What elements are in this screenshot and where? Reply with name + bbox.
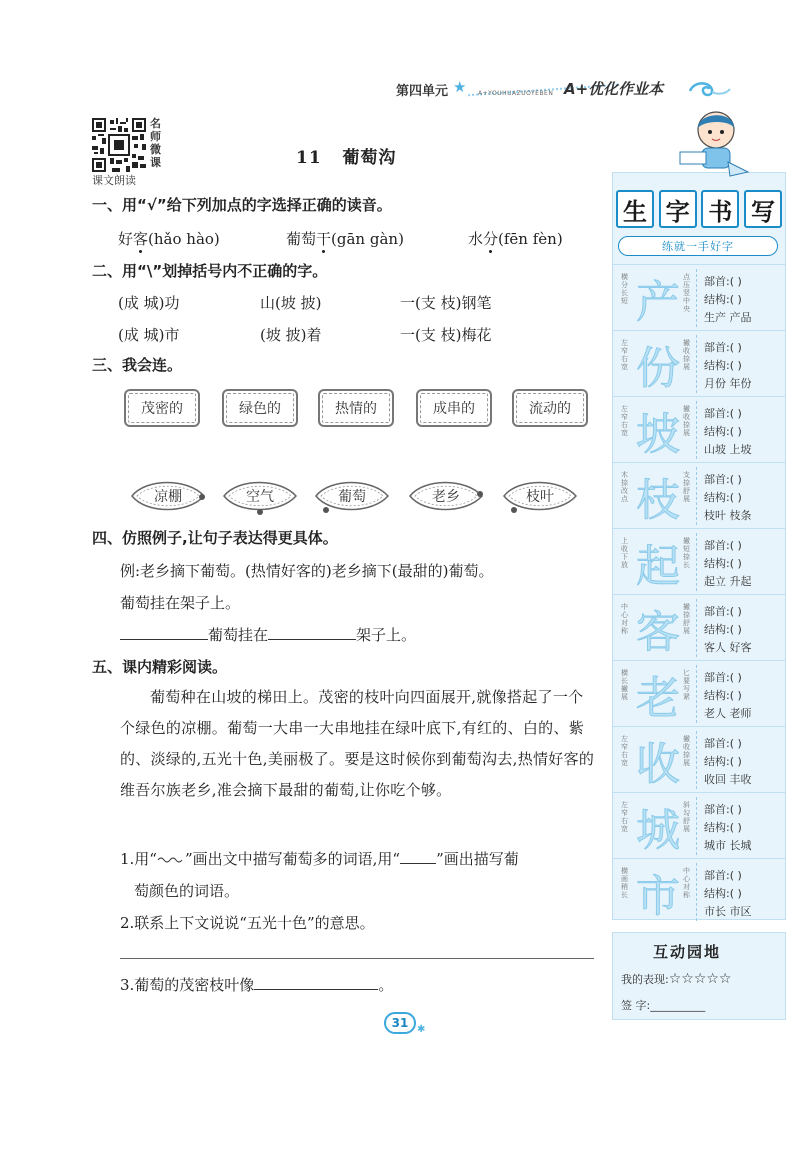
qr-side-char: 微	[150, 143, 161, 156]
practice-char: 客	[636, 607, 680, 658]
structure-field[interactable]: 结构:( )	[704, 821, 742, 834]
rewrite-text: 架子上。	[356, 626, 417, 644]
page-number: 31	[384, 1012, 416, 1034]
example-words: 起立 升起	[704, 575, 752, 588]
pinyin-item-3	[468, 228, 563, 249]
leaf-word: 老乡	[432, 489, 460, 505]
example-words: 月份 年份	[704, 377, 752, 390]
stroke-tip-left: 左 窄 右 宽	[621, 735, 628, 767]
cross-item[interactable]: 山(坡 披)	[260, 294, 322, 312]
row-divider	[696, 731, 697, 789]
practice-char: 起	[636, 541, 680, 592]
pinyin-choices[interactable]: (fēn fèn)	[498, 230, 563, 248]
answer-blank[interactable]	[120, 624, 208, 640]
row-divider	[696, 533, 697, 591]
match-phrase-box[interactable]: 成串的	[416, 389, 492, 427]
example-words: 城市 长城	[704, 839, 752, 852]
stroke-tip-right: 撇 收 捺 展	[683, 405, 690, 437]
stroke-tip-right: 撇 收 捺 展	[683, 735, 690, 767]
stroke-tip-right: 撇 收 捺 展	[683, 339, 690, 371]
performance-label: 我的表现:	[621, 973, 669, 986]
radical-field[interactable]: 部首:( )	[704, 803, 742, 816]
section1-heading: 一、用“√”给下列加点的字选择正确的读音。	[92, 196, 392, 214]
leaf-word: 葡萄	[338, 489, 366, 505]
star-rating[interactable]: ☆☆☆☆☆	[668, 971, 732, 987]
example-words: 山坡 上坡	[704, 443, 752, 456]
match-leaf-word[interactable]	[406, 476, 486, 516]
signature-label: 签 字:	[621, 999, 651, 1012]
rewrite-text: 葡萄挂在	[208, 626, 269, 644]
cross-item[interactable]: (成 城)功	[118, 294, 180, 312]
cross-item[interactable]: (坡 披)着	[260, 326, 322, 344]
match-leaf-word[interactable]	[500, 476, 580, 516]
row-divider	[696, 599, 697, 657]
match-phrase-box[interactable]: 流动的	[512, 389, 588, 427]
char-row	[612, 660, 786, 726]
panel-title-char: 生	[616, 190, 654, 228]
example-words: 老人 老师	[704, 707, 752, 720]
stroke-tip-right: 中 心 对 称	[683, 867, 690, 899]
section2-heading: 二、用“\”划掉括号内不正确的字。	[92, 262, 328, 280]
pinyin-choices[interactable]: (gān gàn)	[331, 230, 404, 248]
question-text: ”画出文中描写葡萄多的词语,用“	[184, 850, 401, 868]
structure-field[interactable]: 结构:( )	[704, 491, 742, 504]
signature-row	[621, 997, 705, 1013]
stroke-tip-left: 左 窄 右 宽	[621, 339, 628, 371]
page-header	[0, 78, 800, 104]
row-divider	[696, 467, 697, 525]
answer-blank[interactable]	[268, 624, 356, 640]
char-row	[612, 462, 786, 528]
radical-field[interactable]: 部首:( )	[704, 671, 742, 684]
pinyin-item-1	[118, 228, 220, 249]
panel-title-char: 写	[744, 190, 782, 228]
wavy-line-icon	[157, 854, 185, 864]
row-divider	[696, 665, 697, 723]
panel-title	[616, 190, 782, 238]
answer-blank[interactable]	[254, 974, 378, 990]
structure-field[interactable]: 结构:( )	[704, 557, 742, 570]
section3-heading: 三、我会连。	[92, 356, 183, 374]
row-divider	[696, 401, 697, 459]
stroke-tip-right: 斜 勾 舒 展	[683, 801, 690, 833]
cross-item[interactable]: 一(支 枝)梅花	[400, 326, 492, 344]
unit-label: 第四单元	[396, 84, 449, 99]
char-row	[612, 528, 786, 594]
stroke-tip-right: 匕 要 写 紧	[683, 669, 690, 701]
stroke-tip-right: 点 压 竖 中 央	[683, 273, 690, 313]
qr-side-label	[150, 117, 164, 169]
practice-char: 老	[636, 673, 680, 724]
example-words: 枝叶 枝条	[704, 509, 752, 522]
performance-row	[621, 971, 731, 987]
question-1-cont: 萄颜色的词语。	[134, 882, 240, 900]
char-row	[612, 264, 786, 330]
practice-char: 产	[636, 277, 680, 328]
stroke-tip-right: 支 捺 舒 展	[683, 471, 690, 503]
structure-field[interactable]: 结构:( )	[704, 887, 742, 900]
section5-heading: 五、课内精彩阅读。	[92, 658, 228, 676]
question-text: 1.用“	[120, 850, 157, 868]
char-row	[612, 858, 786, 924]
example-sentence: 例:老乡摘下葡萄。(热情好客的)老乡摘下(最甜的)葡萄。	[120, 562, 494, 580]
match-leaf-word[interactable]	[128, 476, 208, 516]
example-words: 客人 好客	[704, 641, 752, 654]
dotted-char: 干	[316, 230, 332, 248]
example-words: 生产 产品	[704, 311, 752, 324]
star-icon: ✱	[417, 1024, 426, 1035]
pinyin-item-2	[286, 228, 404, 249]
practice-char: 收	[636, 739, 680, 790]
panel-title-char: 字	[659, 190, 697, 228]
stroke-tip-right: 撇 短 捺 长	[683, 537, 690, 569]
radical-field[interactable]: 部首:( )	[704, 473, 742, 486]
base-sentence: 葡萄挂在架子上。	[120, 594, 241, 612]
stroke-tip-left: 横 画 稍 长	[621, 867, 628, 899]
row-divider	[696, 797, 697, 855]
practice-char: 市	[636, 871, 680, 922]
answer-line[interactable]	[120, 958, 594, 959]
row-divider	[696, 863, 697, 921]
panel-title-char: 书	[701, 190, 739, 228]
stroke-tip-left: 左 窄 右 宽	[621, 801, 628, 833]
section4-heading: 四、仿照例子,让句子表达得更具体。	[92, 529, 338, 547]
leaf-word: 空气	[246, 489, 274, 505]
radical-field[interactable]: 部首:( )	[704, 869, 742, 882]
lesson-name: 葡萄沟	[342, 148, 397, 168]
leaf-word: 凉棚	[154, 489, 182, 505]
example-words: 收回 丰收	[704, 773, 752, 786]
brand-pinyin: A+YOUHUAZUOYEBEN	[478, 90, 554, 97]
structure-field[interactable]: 结构:( )	[704, 623, 742, 636]
item-text: 葡萄	[286, 230, 317, 248]
radical-field[interactable]: 部首:( )	[704, 539, 742, 552]
signature-field[interactable]: __________	[650, 999, 706, 1012]
match-phrase-box[interactable]: 茂密的	[124, 389, 200, 427]
brand-title: A+优化作业本	[564, 80, 664, 98]
char-row	[612, 792, 786, 858]
stroke-tip-right: 撇 捺 舒 展	[683, 603, 690, 635]
stroke-tip-left: 中 心 对 称	[621, 603, 628, 635]
qr-caption: 课文朗读	[92, 174, 136, 187]
swirl-icon	[686, 79, 732, 101]
match-phrase-box[interactable]: 绿色的	[222, 389, 298, 427]
practice-char: 枝	[636, 475, 680, 526]
radical-field[interactable]: 部首:( )	[704, 341, 742, 354]
dotted-char: 分	[483, 230, 499, 248]
question-text: 3.葡萄的茂密枝叶像	[120, 976, 255, 994]
radical-field[interactable]: 部首:( )	[704, 605, 742, 618]
interaction-box	[612, 932, 786, 1020]
straight-line-sample	[400, 850, 436, 864]
radical-field[interactable]: 部首:( )	[704, 275, 742, 288]
match-phrase-box[interactable]: 热情的	[318, 389, 394, 427]
dotted-char: 客	[133, 230, 149, 248]
qr-side-char: 师	[150, 130, 161, 143]
radical-field[interactable]: 部首:( )	[704, 737, 742, 750]
char-row	[612, 726, 786, 792]
leaf-word: 枝叶	[526, 489, 554, 505]
cross-item[interactable]: 一(支 枝)钢笔	[400, 294, 492, 312]
question-2: 2.联系上下文说说“五光十色”的意思。	[120, 914, 375, 932]
practice-char: 坡	[636, 409, 680, 460]
structure-field[interactable]: 结构:( )	[704, 359, 742, 372]
question-text: 。	[378, 976, 394, 994]
structure-field[interactable]: 结构:( )	[704, 425, 742, 438]
reading-passage: 葡萄种在山坡的梯田上。茂密的枝叶向四面展开,就像搭起了一个个绿色的凉棚。葡萄一大串一大串地挂在绿叶底下,有红的、白的、紫的、淡绿的,五光十色,美丽极了。要是这时候你到葡萄沟去,热情好客的维吾尔族老乡,准会摘下最甜的葡萄,让你吃个够。	[120, 688, 595, 799]
stroke-tip-left: 木 捺 改 点	[621, 471, 628, 503]
row-divider	[696, 269, 697, 327]
char-row	[612, 330, 786, 396]
interaction-title: 互动园地	[653, 943, 722, 961]
question-3	[120, 974, 393, 995]
question-text: ”画出描写葡	[436, 850, 519, 868]
match-leaf-word[interactable]	[312, 476, 392, 516]
lesson-title	[296, 143, 396, 168]
structure-field[interactable]: 结构:( )	[704, 293, 742, 306]
example-words: 市长 市区	[704, 905, 752, 918]
practice-char: 份	[636, 343, 680, 394]
pinyin-choices[interactable]: (hǎo hào)	[148, 230, 220, 248]
qr-side-char: 课	[150, 156, 161, 169]
row-divider	[696, 335, 697, 393]
structure-field[interactable]: 结构:( )	[704, 689, 742, 702]
stroke-tip-left: 横 分 长 短	[621, 273, 628, 305]
cross-item[interactable]: (成 城)市	[118, 326, 180, 344]
structure-field[interactable]: 结构:( )	[704, 755, 742, 768]
qr-code-icon[interactable]	[92, 118, 146, 172]
practice-char: 城	[636, 805, 680, 856]
stroke-tip-left: 左 窄 右 宽	[621, 405, 628, 437]
star-icon: ★	[453, 78, 467, 96]
stroke-tip-left: 横 长 撇 展	[621, 669, 628, 701]
lesson-number: 11	[296, 148, 322, 168]
panel-subtitle: 练就一手好字	[618, 236, 778, 256]
match-leaf-word[interactable]	[220, 476, 300, 516]
char-row	[612, 396, 786, 462]
question-1	[120, 848, 519, 869]
item-text: 好	[118, 230, 134, 248]
stroke-tip-left: 上 收 下 放	[621, 537, 628, 569]
mascot-icon	[672, 106, 752, 178]
item-text: 水	[468, 230, 484, 248]
qr-side-char: 名	[150, 117, 161, 130]
rewrite-line	[120, 624, 416, 645]
char-row	[612, 594, 786, 660]
radical-field[interactable]: 部首:( )	[704, 407, 742, 420]
